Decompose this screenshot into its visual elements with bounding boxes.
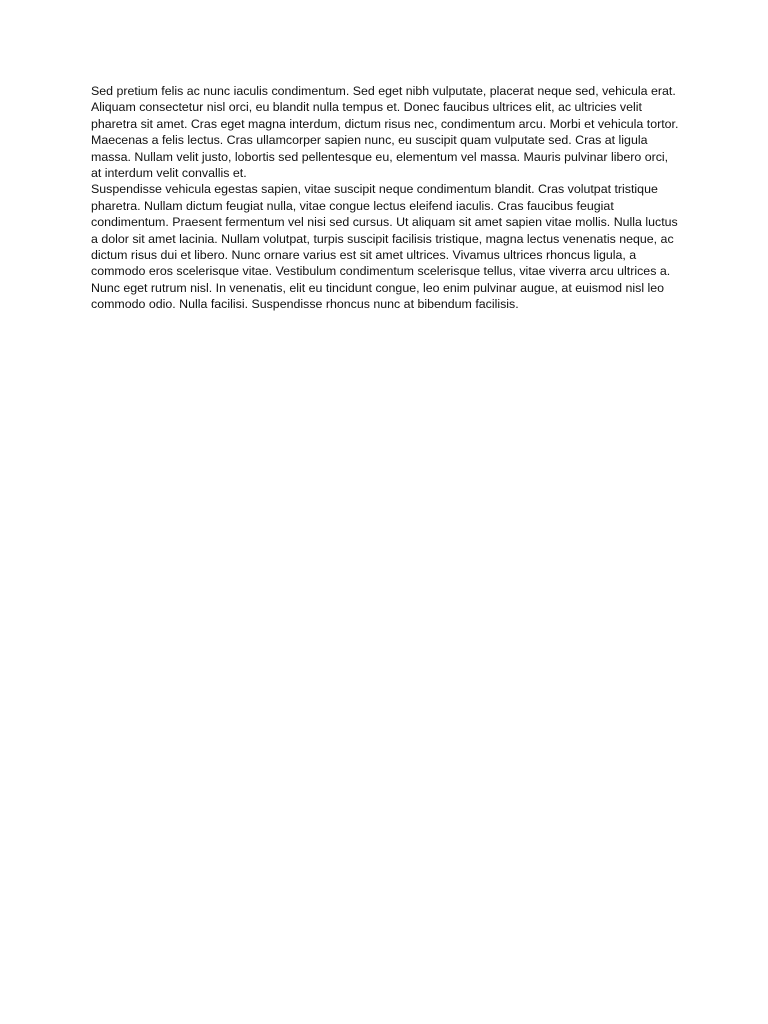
document-body <box>91 83 681 313</box>
paragraph-1: Sed pretium felis ac nunc iaculis condimentum. Sed eget nibh vulputate, placerat neque sed, vehicula erat. Aliquam consectetur nisl orci, eu blandit nulla tempus et. Donec faucibus ultrices elit, ac ultricies velit pharetra sit amet. Cras eget magna interdum, dictum risus nec, condimentum arcu. Morbi et vehicula tortor. Maecenas a felis lectus. Cras ullamcorper sapien nunc, eu suscipit quam vulputate sed. Cras at ligula massa. Nullam velit justo, lobortis sed pellentesque eu, elementum vel massa. Mauris pulvinar libero orci, at interdum velit convallis et. <box>91 84 679 181</box>
paragraph-2: Suspendisse vehicula egestas sapien, vitae suscipit neque condimentum blandit. Cras volutpat tristique pharetra. Nullam dictum feugiat nulla, vitae congue lectus eleifend iaculis. Cras faucibus feugiat condimentum. Praesent fermentum vel nisi sed cursus. Ut aliquam sit amet sapien vitae mollis. Nulla luctus a dolor sit amet lacinia. Nullam volutpat, turpis suscipit facilisis tristique, magna lectus venenatis neque, ac dictum risus dui et libero. Nunc ornare varius est sit amet ultrices. Vivamus ultrices rhoncus ligula, a commodo eros scelerisque vitae. Vestibulum condimentum scelerisque tellus, vitae viverra arcu ultrices a. Nunc eget rutrum nisl. In venenatis, elit eu tincidunt congue, leo enim pulvinar augue, at euismod nisl leo commodo odio. Nulla facilisi. Suspendisse rhoncus nunc at bibendum facilisis. <box>91 182 678 312</box>
